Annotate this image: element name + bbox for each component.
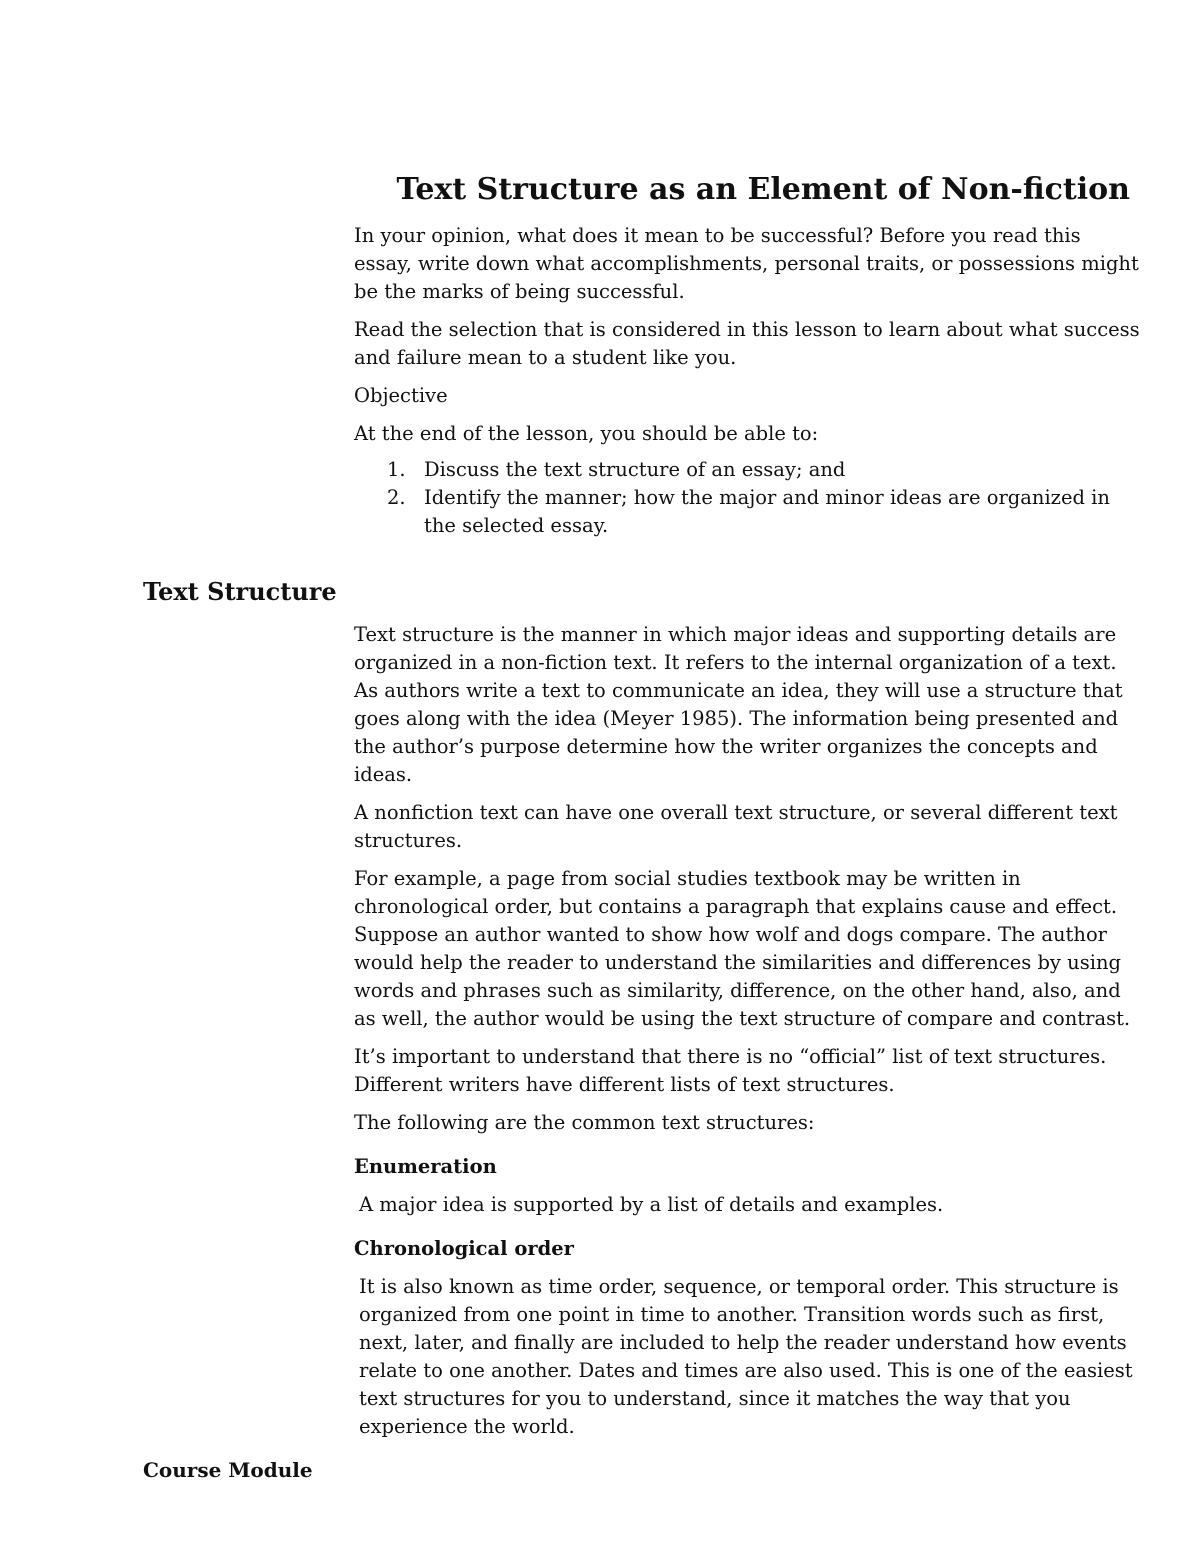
objective-item <box>354 456 1140 484</box>
objectives-list <box>354 456 1140 540</box>
objective-number: 2. <box>387 486 406 509</box>
body-paragraph: Text structure is the manner in which major ideas and supporting details are organized in a non-fiction text. It refers to the internal organization of a text. As authors write a text to communicate an idea, they will use a structure that goes along with the idea (Meyer 1985). The information being presented and the author’s purpose determine how the writer organizes the concepts and ideas. <box>354 623 1123 786</box>
chronological-text: It is also known as time order, sequence, or temporal order. This structure is organized from one point in time to another. Transition words such as first, next, later, and finally are included to help the reader understand how events relate to one another. Dates and times are also used. This is one of the easiest text structures for you to understand, since it matches the way that you experience the world. <box>359 1275 1133 1438</box>
objective-item <box>354 484 1140 540</box>
objective-text: Identify the manner; how the major and minor ideas are organized in the selected essay. <box>424 486 1110 537</box>
page-footer: Course Module <box>143 1458 313 1482</box>
intro-section <box>354 222 1140 540</box>
body-paragraph: A nonfiction text can have one overall text structure, or several different text structures. <box>354 801 1118 852</box>
page-title: Text Structure as an Element of Non-fiction <box>396 172 1130 207</box>
intro-paragraph: In your opinion, what does it mean to be successful? Before you read this essay, write down what accomplishments, personal traits, or possessions might be the marks of being successful. <box>354 224 1139 303</box>
section-heading: Text Structure <box>143 577 337 606</box>
intro-paragraph: Read the selection that is considered in this lesson to learn about what success and failure mean to a student like you. <box>354 318 1140 369</box>
enumeration-heading: Enumeration <box>354 1155 497 1178</box>
objective-number: 1. <box>387 458 406 481</box>
objective-label: Objective <box>354 384 448 407</box>
body-paragraph: For example, a page from social studies textbook may be written in chronological order, but contains a paragraph that explains cause and effect. Suppose an author wanted to show how wolf and dogs compare. The author would help the reader to understand the similarities and differences by using words and phrases such as similarity, difference, on the other hand, also, and as well, the author would be using the text structure of compare and contrast. <box>354 867 1131 1030</box>
objective-text: Discuss the text structure of an essay; and <box>424 458 846 481</box>
chronological-heading: Chronological order <box>354 1237 574 1260</box>
body-paragraph: It’s important to understand that there is no “official” list of text structures. Different writers have different lists of text structures. <box>354 1045 1107 1096</box>
text-structure-section <box>354 621 1140 1451</box>
objective-lead: At the end of the lesson, you should be able to: <box>354 422 819 445</box>
body-paragraph: The following are the common text structures: <box>354 1111 815 1134</box>
enumeration-text: A major idea is supported by a list of details and examples. <box>359 1193 944 1216</box>
